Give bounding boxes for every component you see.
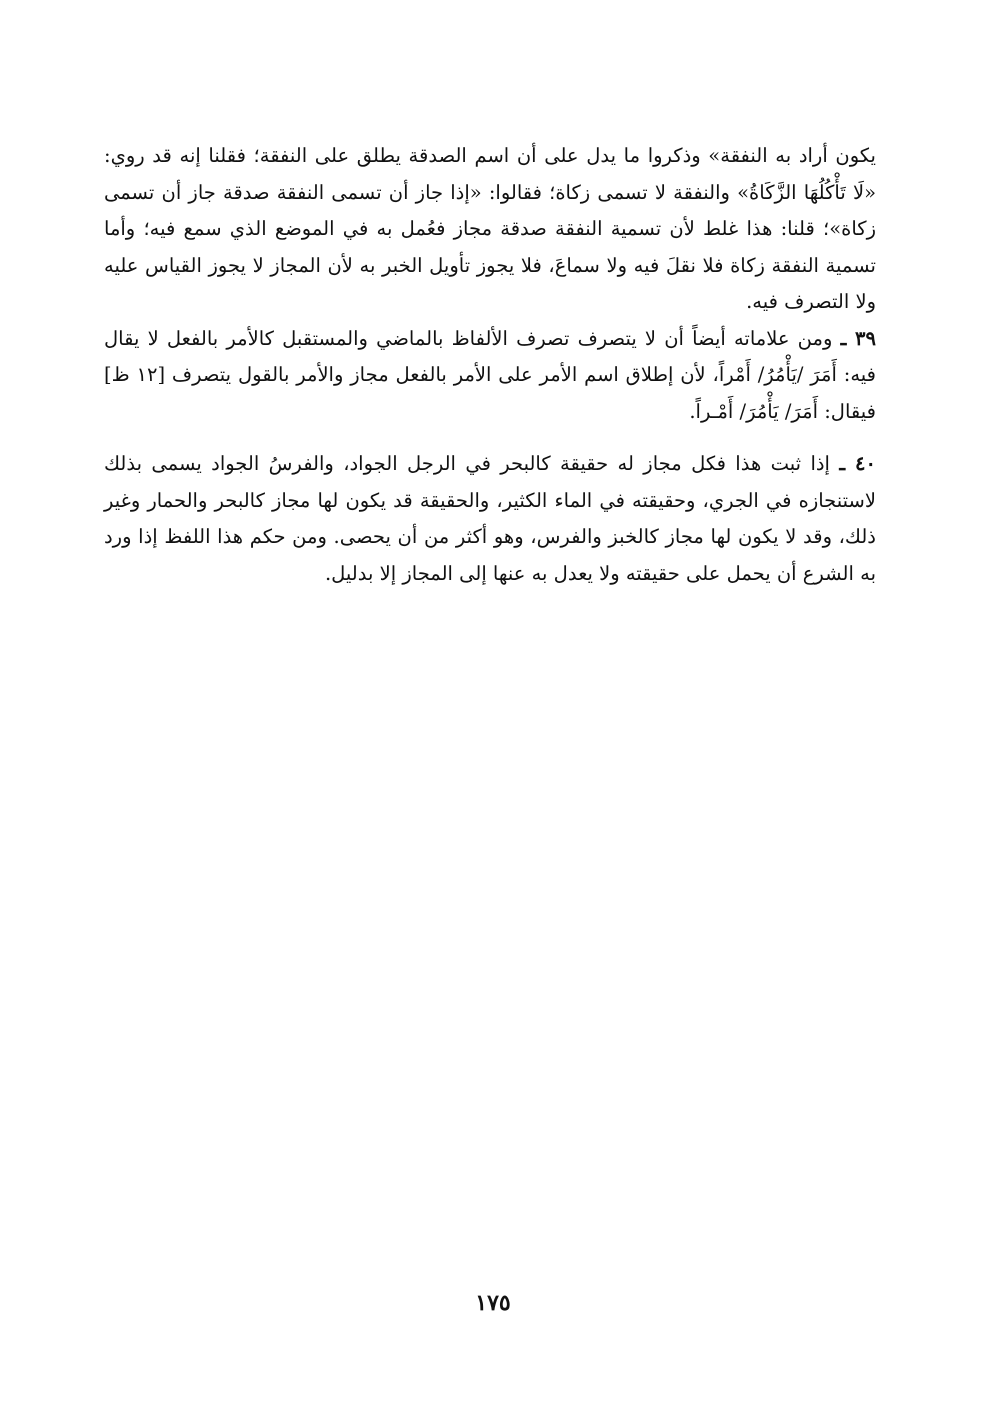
paragraph-40 [104, 446, 876, 592]
paragraph-text: ومن علاماته أيضاً أن لا يتصرف تصرف الألفاظ بالماضي والمستقبل كالأمر بالفعل لا يقال فيه: أَمَرَ /يَأْمُرُ/ أَمْراً، لأن إطلاق اسم الأمر على الأمر بالفعل مجاز والأمر بالقول يتصرف [١٢ ظ] فيقال: أَمَرَ/ يَأْمُرَ/ أَمْـراً. [104, 326, 876, 423]
page-number: ١٧٥ [475, 1290, 511, 1316]
paragraph-number: ٤٠ ـ [839, 452, 876, 475]
paragraph-text: إذا ثبت هذا فكل مجاز له حقيقة كالبحر في الرجل الجواد، والفرسُ الجواد يسمى بذلك لاستنجازه في الجري، وحقيقته في الماء الكثير، والحقيقة قد يكون لها مجاز كالبحر والحمار وغير ذلك، وقد لا يكون لها مجاز كالخبز والفرس، وهو أكثر من أن يحصى. ومن حكم هذا اللفظ إذا ورد به الشرع أن يحمل على حقيقته ولا يعدل به عنها إلى المجاز إلا بدليل. [104, 452, 876, 585]
paragraph-number: ٣٩ ـ [840, 326, 876, 350]
paragraph-text: يكون أراد به النفقة» وذكروا ما يدل على أن اسم الصدقة يطلق على النفقة؛ فقلنا إنه قد روي: «لَا تَأْكُلُهَا الزَّكَاةُ» والنفقة لا تسمى زكاة؛ فقالوا: «إذا جاز أن تسمى النفقة صدقة جاز أن تسمى زكاة»؛ قلنا: هذا غلط لأن تسمية النفقة صدقة مجاز فعُمل به في الموضع الذي سمع فيه؛ وأما تسمية النفقة زكاة فلا نقلَ فيه ولا سماعَ، فلا يجوز تأويل الخبر به لأن المجاز لا يجوز القياس عليه ولا التصرف فيه. [104, 144, 876, 313]
page-body [104, 138, 876, 592]
paragraph-39 [104, 321, 876, 431]
paragraph-continuation [104, 138, 876, 321]
